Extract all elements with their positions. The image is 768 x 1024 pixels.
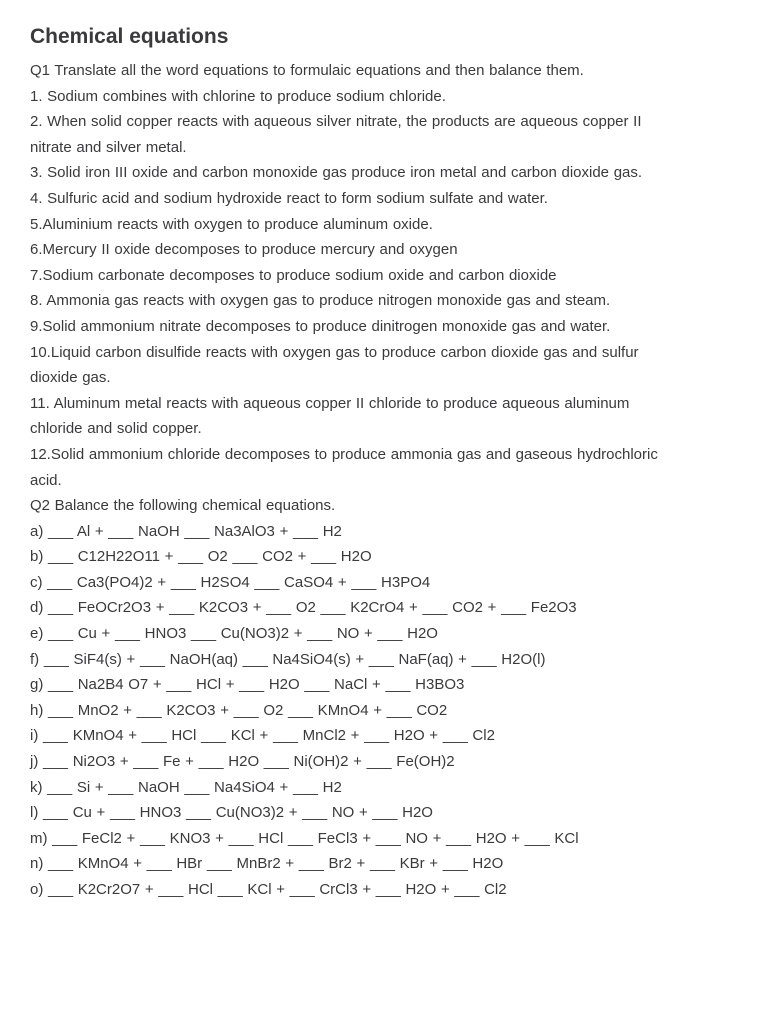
q2-instruction: Q2 Balance the following chemical equations.: [30, 497, 336, 515]
q2-equation-n: n) ___ KMnO4 + ___ HBr ___ MnBr2 + ___ Br2 + ___ KBr + ___ H2O: [30, 855, 504, 873]
q1-item-6: 6.Mercury II oxide decomposes to produce mercury and oxygen: [30, 241, 458, 259]
q2-equation-f: f) ___ SiF4(s) + ___ NaOH(aq) ___ Na4SiO4(s) + ___ NaF(aq) + ___ H2O(l): [30, 650, 546, 668]
q1-item-8: 8. Ammonia gas reacts with oxygen gas to produce nitrogen monoxide gas and steam.: [30, 292, 611, 310]
q1-instruction: Q1 Translate all the word equations to formulaic equations and then balance them.: [30, 62, 584, 79]
q2-equation-o: o) ___ K2Cr2O7 + ___ HCl ___ KCl + ___ CrCl3 + ___ H2O + ___ Cl2: [30, 881, 507, 898]
q1-item-11-cont: chloride and solid copper.: [30, 420, 202, 438]
q2-equation-k: k) ___ Si + ___ NaOH ___ Na4SiO4 + ___ H2: [30, 778, 342, 796]
q1-item-10: 10.Liquid carbon disulfide reacts with oxygen gas to produce carbon dioxide gas and sulfur: [30, 343, 639, 361]
q1-item-4: 4. Sulfuric acid and sodium hydroxide react to form sodium sulfate and water.: [30, 189, 548, 207]
q2-equation-j: j) ___ Ni2O3 + ___ Fe + ___ H2O ___ Ni(OH)2 + ___ Fe(OH)2: [30, 753, 455, 771]
q2-equation-a: a) ___ Al + ___ NaOH ___ Na3AlO3 + ___ H2: [30, 522, 342, 540]
q2-equation-e: e) ___ Cu + ___ HNO3 ___ Cu(NO3)2 + ___ NO + ___ H2O: [30, 625, 438, 643]
q1-item-12-cont: acid.: [30, 471, 62, 489]
q2-equation-b: b) ___ C12H22O11 + ___ O2 ___ CO2 + ___ H2O: [30, 548, 372, 566]
q2-equation-g: g) ___ Na2B4 O7 + ___ HCl + ___ H2O ___ NaCl + ___ H3BO3: [30, 676, 465, 694]
q1-item-7: 7.Sodium carbonate decomposes to produce sodium oxide and carbon dioxide: [30, 266, 557, 284]
q2-equation-i: i) ___ KMnO4 + ___ HCl ___ KCl + ___ MnCl2 + ___ H2O + ___ Cl2: [30, 727, 495, 745]
q1-item-5: 5.Aluminium reacts with oxygen to produce aluminum oxide.: [30, 215, 433, 233]
q1-item-3: 3. Solid iron III oxide and carbon monoxide gas produce iron metal and carbon dioxide gas.: [30, 164, 643, 182]
document-body: [30, 58, 730, 903]
page-title: Chemical equations: [30, 25, 229, 48]
q1-item-9: 9.Solid ammonium nitrate decomposes to produce dinitrogen monoxide gas and water.: [30, 317, 611, 335]
q1-item-2-cont: nitrate and silver metal.: [30, 138, 187, 156]
q2-equation-d: d) ___ FeOCr2O3 + ___ K2CO3 + ___ O2 ___ K2CrO4 + ___ CO2 + ___ Fe2O3: [30, 599, 577, 617]
q1-item-11: 11. Aluminum metal reacts with aqueous copper II chloride to produce aqueous aluminum: [30, 394, 630, 412]
q2-equation-l: l) ___ Cu + ___ HNO3 ___ Cu(NO3)2 + ___ NO + ___ H2O: [30, 804, 433, 822]
q2-equation-m: m) ___ FeCl2 + ___ KNO3 + ___ HCl ___ FeCl3 + ___ NO + ___ H2O + ___ KCl: [30, 829, 579, 847]
q1-item-1: 1. Sodium combines with chlorine to produce sodium chloride.: [30, 87, 446, 105]
q1-item-10-cont: dioxide gas.: [30, 369, 111, 387]
q2-equation-h: h) ___ MnO2 + ___ K2CO3 + ___ O2 ___ KMnO4 + ___ CO2: [30, 701, 448, 719]
q2-equation-c: c) ___ Ca3(PO4)2 + ___ H2SO4 ___ CaSO4 + ___ H3PO4: [30, 573, 431, 591]
q1-item-12: 12.Solid ammonium chloride decomposes to produce ammonia gas and gaseous hydrochloric: [30, 445, 658, 463]
q1-item-2: 2. When solid copper reacts with aqueous silver nitrate, the products are aqueous copper II: [30, 113, 642, 131]
